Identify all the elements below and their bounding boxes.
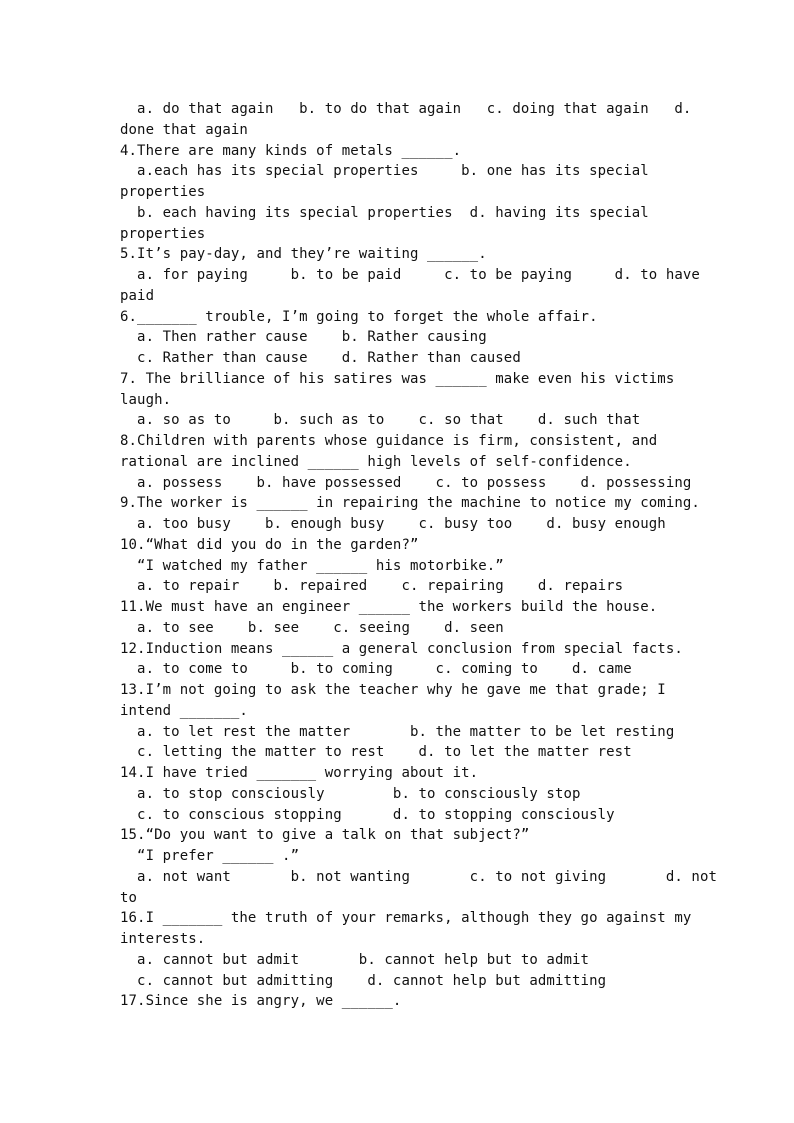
text-line: interests. xyxy=(120,931,206,947)
text-line: a. so as to b. such as to c. so that d. such that xyxy=(120,412,641,429)
text-line: c. Rather than cause d. Rather than caused xyxy=(120,350,521,366)
question-7: 7. The brilliance of his satires was ______ make even his victims xyxy=(120,370,675,387)
text-line: done that again xyxy=(120,121,248,138)
question-11: 11.We must have an engineer ______ the workers build the house. xyxy=(120,599,658,615)
text-line: properties xyxy=(120,225,206,242)
question-16: 16.I _______ the truth of your remarks, although they go against my xyxy=(120,910,692,927)
text-line: rational are inclined ______ high levels of self-confidence. xyxy=(120,453,632,470)
text-line: a. for paying b. to be paid c. to be paying d. to have xyxy=(120,267,700,283)
text-line: c. to conscious stopping d. to stopping consciously xyxy=(120,806,615,823)
text-line: “I watched my father ______ his motorbike.” xyxy=(120,557,504,574)
exercise-page xyxy=(120,99,718,1012)
question-6: 6._______ trouble, I’m going to forget the whole affair. xyxy=(120,308,598,325)
text-line: a. Then rather cause b. Rather causing xyxy=(120,329,487,346)
question-8: 8.Children with parents whose guidance is firm, consistent, and xyxy=(120,433,658,449)
text-line: a. to come to b. to coming c. coming to d. came xyxy=(120,661,632,678)
text-line: laugh. xyxy=(120,391,172,408)
question-13: 13.I’m not going to ask the teacher why he gave me that grade; I xyxy=(120,682,666,698)
text-line: a. cannot but admit b. cannot help but to admit xyxy=(120,951,590,968)
text-line: a. too busy b. enough busy c. busy too d. busy enough xyxy=(120,516,666,532)
text-line: a. to repair b. repaired c. repairing d. repairs xyxy=(120,578,624,595)
question-12: 12.Induction means ______ a general conclusion from special facts. xyxy=(120,640,683,657)
text-line: b. each having its special properties d. having its special xyxy=(120,204,649,221)
text-line: “I prefer ______ .” xyxy=(120,848,300,864)
question-9: 9.The worker is ______ in repairing the machine to notice my coming. xyxy=(120,495,700,512)
question-17: 17.Since she is angry, we ______. xyxy=(120,993,402,1010)
text-line: a. to see b. see c. seeing d. seen xyxy=(120,619,504,636)
text-line: a. to stop consciously b. to consciously stop xyxy=(120,785,581,802)
question-5: 5.It’s pay-day, and they’re waiting ______. xyxy=(120,246,487,263)
question-14: 14.I have tried _______ worrying about it. xyxy=(120,765,479,781)
text-line: c. letting the matter to rest d. to let the matter rest xyxy=(120,744,632,761)
text-line: a. not want b. not wanting c. to not giving d. not xyxy=(120,868,718,885)
text-line: a. to let rest the matter b. the matter to be let resting xyxy=(120,723,675,740)
text-line: a. possess b. have possessed c. to possess d. possessing xyxy=(120,474,692,491)
text-line: c. cannot but admitting d. cannot help but admitting xyxy=(120,972,607,989)
text-line: properties xyxy=(120,184,206,200)
text-line: paid xyxy=(120,287,155,304)
question-4: 4.There are many kinds of metals ______. xyxy=(120,142,462,159)
text-line: intend _______. xyxy=(120,702,248,719)
question-10: 10.“What did you do in the garden?” xyxy=(120,536,419,553)
question-15: 15.“Do you want to give a talk on that subject?” xyxy=(120,827,530,844)
text-line: a. do that again b. to do that again c. doing that again d. xyxy=(120,101,692,117)
text-line: to xyxy=(120,889,138,906)
text-line: a.each has its special properties b. one has its special xyxy=(120,163,649,180)
